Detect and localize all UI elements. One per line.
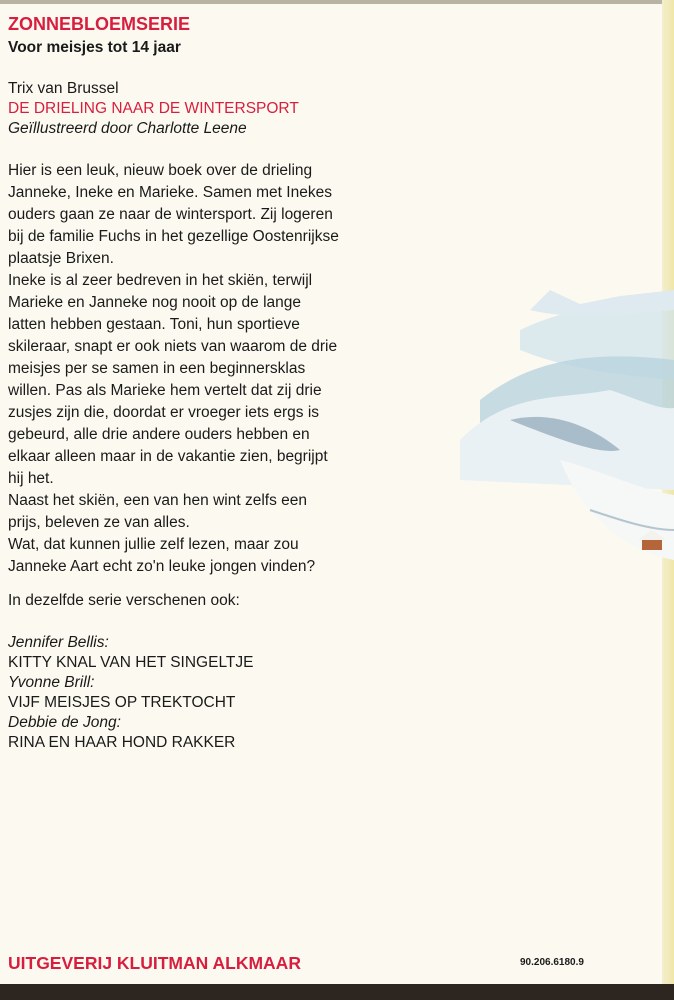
series-book-author: Yvonne Brill:: [8, 674, 95, 691]
blurb-line: Wat, dat kunnen jullie zelf lezen, maar zou: [8, 536, 299, 553]
blurb-line: Janneke, Ineke en Marieke. Samen met Inekes: [8, 184, 332, 201]
blurb-line: willen. Pas als Marieke hem vertelt dat zij drie: [8, 382, 322, 399]
blurb-line: plaatsje Brixen.: [8, 250, 114, 267]
series-book-title: VIJF MEISJES OP TREKTOCHT: [8, 694, 236, 711]
blurb-line: elkaar alleen maar in de vakantie zien, begrijpt: [8, 448, 328, 465]
series-book-author: Debbie de Jong:: [8, 714, 121, 731]
isbn: 90.206.6180.9: [520, 957, 584, 968]
series-book-title: KITTY KNAL VAN HET SINGELTJE: [8, 654, 254, 671]
blurb-line: bij de familie Fuchs in het gezellige Oostenrijkse: [8, 228, 339, 245]
top-edge: [0, 0, 674, 4]
series-heading: In dezelfde serie verschenen ook:: [8, 592, 240, 609]
blurb-line: Ineke is al zeer bedreven in het skiën, terwijl: [8, 272, 313, 289]
publisher: UITGEVERIJ KLUITMAN ALKMAAR: [8, 953, 301, 973]
blurb-line: Hier is een leuk, nieuw boek over de drieling: [8, 162, 313, 179]
series-title: ZONNEBLOEMSERIE: [8, 14, 191, 34]
blurb-line: ouders gaan ze naar de wintersport. Zij logeren: [8, 206, 333, 223]
series-book-author: Jennifer Bellis:: [8, 634, 109, 651]
blurb-line: Naast het skiën, een van hen wint zelfs een: [8, 492, 307, 509]
blurb-line: Marieke en Janneke nog nooit op de lange: [8, 294, 301, 311]
blurb-line: gebeurd, alle drie andere ouders hebben en: [8, 426, 310, 443]
blurb-line: latten hebben gestaan. Toni, hun sportieve: [8, 316, 300, 333]
book-title: DE DRIELING NAAR DE WINTERSPORT: [8, 100, 299, 117]
series-list: [8, 633, 253, 753]
age-group: Voor meisjes tot 14 jaar: [8, 39, 181, 56]
snowy-mountain-illustration: [420, 290, 674, 580]
blurb-line: Janneke Aart echt zo'n leuke jongen vinden?: [8, 558, 316, 575]
author-name: Trix van Brussel: [8, 80, 119, 97]
bottom-edge: [0, 984, 674, 1000]
blurb-line: zusjes zijn die, doordat er vroeger iets ergs is: [8, 404, 320, 421]
blurb: [8, 160, 339, 578]
illustrator-credit: Geïllustreerd door Charlotte Leene: [8, 120, 247, 137]
blurb-line: prijs, beleven ze van alles.: [8, 514, 190, 531]
blurb-line: meisjes per se samen in een beginnersklas: [8, 360, 306, 377]
blurb-line: skileraar, snapt er ook niets van waarom de drie: [8, 338, 338, 355]
series-book-title: RINA EN HAAR HOND RAKKER: [8, 734, 236, 751]
blurb-line: hij het.: [8, 470, 54, 487]
